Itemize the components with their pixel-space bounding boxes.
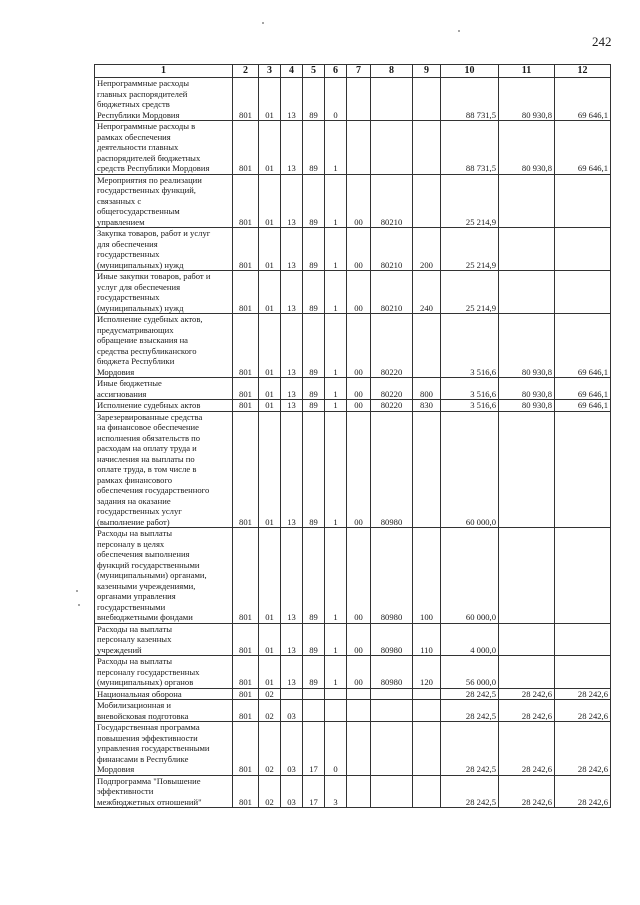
code-razdel-cell: 01 [259, 656, 281, 689]
code-subprogram-cell: 1 [325, 271, 347, 314]
code-podrazdel-cell: 13 [281, 174, 303, 228]
table-row [95, 78, 611, 121]
code-razdel-cell: 01 [259, 174, 281, 228]
code-subprogram-cell: 1 [325, 378, 347, 400]
code-program-cell [303, 700, 325, 722]
code-main-event-cell: 00 [347, 400, 371, 412]
code-ved-cell: 801 [233, 700, 259, 722]
code-subprogram-cell [325, 700, 347, 722]
code-podrazdel-cell: 13 [281, 314, 303, 378]
table-row [95, 700, 611, 722]
amount-year-2-cell [499, 528, 555, 624]
code-main-event-cell: 00 [347, 174, 371, 228]
code-razdel-cell: 02 [259, 722, 281, 776]
code-razdel-cell: 01 [259, 271, 281, 314]
amount-year-3-cell [555, 228, 611, 271]
scan-speck [78, 604, 80, 606]
amount-year-3-cell: 28 242,6 [555, 688, 611, 700]
code-direction-cell: 80220 [371, 378, 413, 400]
column-header: 6 [325, 65, 347, 78]
table-body [95, 78, 611, 808]
column-header: 8 [371, 65, 413, 78]
amount-year-3-cell [555, 271, 611, 314]
column-header: 4 [281, 65, 303, 78]
code-vid-rashodov-cell: 830 [413, 400, 441, 412]
code-main-event-cell: 00 [347, 271, 371, 314]
code-ved-cell: 801 [233, 656, 259, 689]
code-podrazdel-cell: 13 [281, 78, 303, 121]
table-row [95, 121, 611, 175]
amount-year-1-cell: 25 214,9 [441, 228, 499, 271]
row-name-cell: Закупка товаров, работ и услуг для обеспечения государственных (муниципальных) нужд [95, 228, 233, 271]
code-main-event-cell: 00 [347, 528, 371, 624]
code-ved-cell: 801 [233, 271, 259, 314]
amount-year-1-cell: 3 516,6 [441, 400, 499, 412]
code-vid-rashodov-cell [413, 314, 441, 378]
amount-year-1-cell: 28 242,5 [441, 700, 499, 722]
code-podrazdel-cell: 13 [281, 271, 303, 314]
code-podrazdel-cell: 03 [281, 722, 303, 776]
code-vid-rashodov-cell [413, 775, 441, 808]
code-program-cell: 89 [303, 314, 325, 378]
budget-table [94, 64, 611, 808]
amount-year-2-cell: 28 242,6 [499, 688, 555, 700]
table-row [95, 228, 611, 271]
code-vid-rashodov-cell [413, 78, 441, 121]
code-podrazdel-cell: 03 [281, 700, 303, 722]
code-vid-rashodov-cell: 200 [413, 228, 441, 271]
code-podrazdel-cell: 13 [281, 411, 303, 528]
code-podrazdel-cell: 13 [281, 656, 303, 689]
code-subprogram-cell: 1 [325, 174, 347, 228]
code-subprogram-cell: 1 [325, 314, 347, 378]
code-subprogram-cell [325, 688, 347, 700]
amount-year-2-cell: 80 930,8 [499, 314, 555, 378]
amount-year-3-cell: 69 646,1 [555, 378, 611, 400]
amount-year-3-cell: 28 242,6 [555, 700, 611, 722]
row-name-cell: Национальная оборона [95, 688, 233, 700]
amount-year-3-cell [555, 174, 611, 228]
code-vid-rashodov-cell [413, 174, 441, 228]
code-subprogram-cell: 1 [325, 121, 347, 175]
code-direction-cell: 80210 [371, 271, 413, 314]
code-ved-cell: 801 [233, 400, 259, 412]
row-name-cell: Расходы на выплаты персоналу казенных учреждений [95, 623, 233, 656]
code-main-event-cell [347, 78, 371, 121]
column-header: 10 [441, 65, 499, 78]
code-program-cell: 89 [303, 528, 325, 624]
code-direction-cell: 80980 [371, 411, 413, 528]
amount-year-1-cell: 4 000,0 [441, 623, 499, 656]
amount-year-2-cell: 80 930,8 [499, 78, 555, 121]
code-direction-cell [371, 775, 413, 808]
scan-speck [76, 590, 78, 592]
code-direction-cell: 80210 [371, 228, 413, 271]
code-podrazdel-cell: 13 [281, 121, 303, 175]
amount-year-1-cell: 60 000,0 [441, 528, 499, 624]
row-name-cell: Расходы на выплаты персоналу государственных (муниципальных) органов [95, 656, 233, 689]
table-row [95, 656, 611, 689]
amount-year-3-cell [555, 623, 611, 656]
amount-year-1-cell: 28 242,5 [441, 775, 499, 808]
amount-year-1-cell: 88 731,5 [441, 121, 499, 175]
code-razdel-cell: 01 [259, 121, 281, 175]
amount-year-2-cell: 80 930,8 [499, 378, 555, 400]
code-subprogram-cell: 3 [325, 775, 347, 808]
code-razdel-cell: 02 [259, 775, 281, 808]
code-ved-cell: 801 [233, 528, 259, 624]
amount-year-2-cell [499, 656, 555, 689]
table-row [95, 378, 611, 400]
table-row [95, 775, 611, 808]
code-direction-cell: 80980 [371, 528, 413, 624]
code-vid-rashodov-cell: 100 [413, 528, 441, 624]
amount-year-2-cell [499, 411, 555, 528]
code-subprogram-cell: 1 [325, 623, 347, 656]
table-row [95, 314, 611, 378]
code-main-event-cell: 00 [347, 623, 371, 656]
amount-year-3-cell: 28 242,6 [555, 775, 611, 808]
column-header: 5 [303, 65, 325, 78]
code-direction-cell: 80210 [371, 174, 413, 228]
code-program-cell: 89 [303, 228, 325, 271]
amount-year-1-cell: 3 516,6 [441, 378, 499, 400]
code-vid-rashodov-cell [413, 688, 441, 700]
code-program-cell: 89 [303, 121, 325, 175]
code-direction-cell [371, 688, 413, 700]
amount-year-2-cell [499, 271, 555, 314]
code-vid-rashodov-cell: 120 [413, 656, 441, 689]
row-name-cell: Непрограммные расходы в рамках обеспечения деятельности главных распорядителей бюджетных средств Республики Мордовия [95, 121, 233, 175]
amount-year-3-cell: 28 242,6 [555, 722, 611, 776]
code-main-event-cell [347, 121, 371, 175]
code-razdel-cell: 01 [259, 528, 281, 624]
amount-year-1-cell: 28 242,5 [441, 688, 499, 700]
code-razdel-cell: 01 [259, 228, 281, 271]
code-program-cell: 17 [303, 775, 325, 808]
amount-year-2-cell [499, 623, 555, 656]
code-direction-cell [371, 78, 413, 121]
code-vid-rashodov-cell [413, 700, 441, 722]
code-razdel-cell: 02 [259, 700, 281, 722]
column-header: 9 [413, 65, 441, 78]
table-row [95, 528, 611, 624]
amount-year-2-cell: 80 930,8 [499, 400, 555, 412]
code-program-cell: 89 [303, 378, 325, 400]
code-razdel-cell: 01 [259, 400, 281, 412]
code-main-event-cell: 00 [347, 314, 371, 378]
amount-year-3-cell [555, 411, 611, 528]
code-main-event-cell [347, 700, 371, 722]
code-podrazdel-cell: 03 [281, 775, 303, 808]
row-name-cell: Иные закупки товаров, работ и услуг для обеспечения государственных (муниципальных) нужд [95, 271, 233, 314]
amount-year-2-cell: 28 242,6 [499, 700, 555, 722]
code-vid-rashodov-cell [413, 121, 441, 175]
code-program-cell: 89 [303, 656, 325, 689]
amount-year-3-cell: 69 646,1 [555, 121, 611, 175]
amount-year-2-cell: 28 242,6 [499, 775, 555, 808]
code-direction-cell: 80980 [371, 623, 413, 656]
code-ved-cell: 801 [233, 775, 259, 808]
code-ved-cell: 801 [233, 78, 259, 121]
code-razdel-cell: 01 [259, 411, 281, 528]
code-vid-rashodov-cell [413, 411, 441, 528]
scan-speck [262, 22, 264, 24]
code-direction-cell: 80220 [371, 400, 413, 412]
code-vid-rashodov-cell: 800 [413, 378, 441, 400]
code-main-event-cell: 00 [347, 228, 371, 271]
code-subprogram-cell: 0 [325, 722, 347, 776]
code-podrazdel-cell: 13 [281, 378, 303, 400]
code-vid-rashodov-cell: 110 [413, 623, 441, 656]
table-row [95, 411, 611, 528]
column-header: 11 [499, 65, 555, 78]
amount-year-1-cell: 25 214,9 [441, 271, 499, 314]
code-direction-cell [371, 722, 413, 776]
code-subprogram-cell: 1 [325, 656, 347, 689]
row-name-cell: Непрограммные расходы главных распорядителей бюджетных средств Республики Мордовия [95, 78, 233, 121]
amount-year-1-cell: 88 731,5 [441, 78, 499, 121]
code-main-event-cell [347, 775, 371, 808]
code-main-event-cell [347, 722, 371, 776]
code-subprogram-cell: 1 [325, 411, 347, 528]
row-name-cell: Государственная программа повышения эффективности управления государственными финансами в Республике Мордовия [95, 722, 233, 776]
table-row [95, 400, 611, 412]
code-ved-cell: 801 [233, 722, 259, 776]
code-podrazdel-cell: 13 [281, 623, 303, 656]
code-program-cell: 89 [303, 271, 325, 314]
table-row [95, 688, 611, 700]
code-ved-cell: 801 [233, 688, 259, 700]
code-podrazdel-cell [281, 688, 303, 700]
code-direction-cell: 80220 [371, 314, 413, 378]
code-ved-cell: 801 [233, 378, 259, 400]
amount-year-3-cell [555, 656, 611, 689]
code-ved-cell: 801 [233, 314, 259, 378]
row-name-cell: Мероприятия по реализации государственных функций, связанных с общегосударственным управлением [95, 174, 233, 228]
code-razdel-cell: 01 [259, 314, 281, 378]
column-header: 3 [259, 65, 281, 78]
code-direction-cell [371, 121, 413, 175]
code-ved-cell: 801 [233, 623, 259, 656]
code-ved-cell: 801 [233, 174, 259, 228]
code-razdel-cell: 01 [259, 78, 281, 121]
code-main-event-cell: 00 [347, 656, 371, 689]
code-program-cell: 89 [303, 78, 325, 121]
code-main-event-cell [347, 688, 371, 700]
amount-year-1-cell: 60 000,0 [441, 411, 499, 528]
amount-year-3-cell: 69 646,1 [555, 314, 611, 378]
code-main-event-cell: 00 [347, 378, 371, 400]
code-ved-cell: 801 [233, 121, 259, 175]
row-name-cell: Подпрограмма "Повышение эффективности межбюджетных отношений" [95, 775, 233, 808]
code-program-cell: 17 [303, 722, 325, 776]
amount-year-1-cell: 25 214,9 [441, 174, 499, 228]
column-header: 7 [347, 65, 371, 78]
table-row [95, 174, 611, 228]
amount-year-3-cell: 69 646,1 [555, 78, 611, 121]
table-row [95, 271, 611, 314]
amount-year-2-cell: 80 930,8 [499, 121, 555, 175]
row-name-cell: Иные бюджетные ассигнования [95, 378, 233, 400]
amount-year-3-cell [555, 528, 611, 624]
code-subprogram-cell: 1 [325, 528, 347, 624]
amount-year-1-cell: 56 000,0 [441, 656, 499, 689]
code-program-cell [303, 688, 325, 700]
code-ved-cell: 801 [233, 228, 259, 271]
row-name-cell: Расходы на выплаты персоналу в целях обеспечения выполнения функций государственными (муниципальными) органами, казенными учреждениями, органами управления государственными внебюджетными фондами [95, 528, 233, 624]
code-subprogram-cell: 1 [325, 400, 347, 412]
code-razdel-cell: 01 [259, 623, 281, 656]
amount-year-1-cell: 3 516,6 [441, 314, 499, 378]
code-vid-rashodov-cell [413, 722, 441, 776]
code-razdel-cell: 02 [259, 688, 281, 700]
row-name-cell: Зарезервированные средства на финансовое обеспечение исполнения обязательств по расходам на оплату труда и начисления на выплаты по оплате труда, в том числе в рамках финансового обеспечения государственного задания на оказание государственных услуг (выполнение работ) [95, 411, 233, 528]
table-row [95, 623, 611, 656]
code-program-cell: 89 [303, 411, 325, 528]
code-ved-cell: 801 [233, 411, 259, 528]
amount-year-2-cell [499, 228, 555, 271]
code-subprogram-cell: 0 [325, 78, 347, 121]
code-main-event-cell: 00 [347, 411, 371, 528]
code-podrazdel-cell: 13 [281, 228, 303, 271]
amount-year-1-cell: 28 242,5 [441, 722, 499, 776]
table-header-row [95, 65, 611, 78]
row-name-cell: Исполнение судебных актов [95, 400, 233, 412]
code-direction-cell [371, 700, 413, 722]
code-subprogram-cell: 1 [325, 228, 347, 271]
column-header: 2 [233, 65, 259, 78]
row-name-cell: Исполнение судебных актов, предусматривающих обращение взыскания на средства республиканского бюджета Республики Мордовия [95, 314, 233, 378]
column-header: 12 [555, 65, 611, 78]
row-name-cell: Мобилизационная и вневойсковая подготовка [95, 700, 233, 722]
amount-year-2-cell [499, 174, 555, 228]
scan-speck [458, 30, 460, 32]
column-header: 1 [95, 65, 233, 78]
code-direction-cell: 80980 [371, 656, 413, 689]
amount-year-2-cell: 28 242,6 [499, 722, 555, 776]
code-vid-rashodov-cell: 240 [413, 271, 441, 314]
code-program-cell: 89 [303, 400, 325, 412]
code-program-cell: 89 [303, 174, 325, 228]
code-podrazdel-cell: 13 [281, 400, 303, 412]
page-number: 242 [592, 34, 612, 49]
table-row [95, 722, 611, 776]
code-razdel-cell: 01 [259, 378, 281, 400]
code-program-cell: 89 [303, 623, 325, 656]
amount-year-3-cell: 69 646,1 [555, 400, 611, 412]
code-podrazdel-cell: 13 [281, 528, 303, 624]
